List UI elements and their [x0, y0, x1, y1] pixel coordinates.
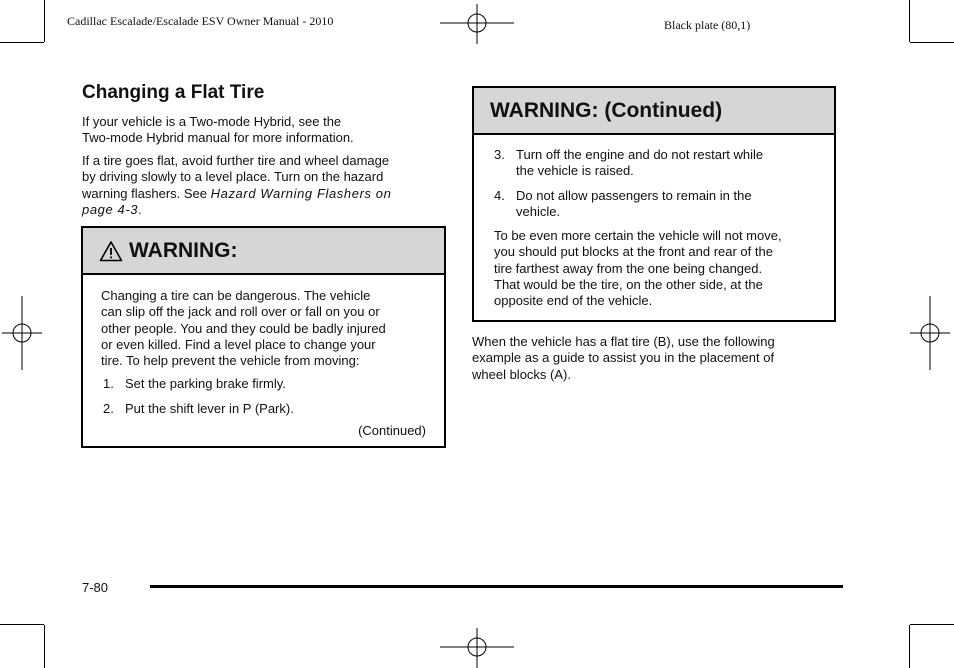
- text-line: wheel blocks (A).: [472, 366, 571, 382]
- warning-box: [81, 226, 446, 448]
- registration-mark-icon: [440, 628, 514, 668]
- text-line: Changing a tire can be dangerous. The vehicle: [101, 288, 371, 303]
- warning-title: WARNING:: [129, 238, 238, 262]
- text-line: tire. To help prevent the vehicle from moving:: [101, 353, 360, 369]
- page-number: 7-80: [82, 580, 109, 595]
- section-heading: Changing a Flat Tire: [82, 82, 265, 103]
- list-text: [516, 147, 763, 180]
- crop-mark: [910, 624, 954, 625]
- text-line: other people. You and they could be badly injured: [101, 320, 386, 336]
- text-line: you should put blocks at the front and rear of the: [494, 244, 773, 260]
- list-number: 1.: [103, 376, 114, 392]
- text-line: opposite end of the vehicle.: [494, 293, 653, 309]
- text-line: That would be the tire, on the other side, at the: [494, 277, 763, 293]
- text-line: To be even more certain the vehicle will not move,: [494, 228, 782, 244]
- text-line: vehicle.: [516, 203, 561, 219]
- text-line: example as a guide to assist you in the placement of: [472, 350, 775, 366]
- list-item: [494, 188, 834, 221]
- crop-mark: [44, 625, 45, 668]
- registration-mark-icon: [440, 4, 514, 44]
- text-line: [82, 202, 391, 218]
- plate-label: Black plate (80,1): [664, 18, 751, 32]
- warning-continued-box: [472, 86, 836, 322]
- crop-mark: [44, 0, 45, 42]
- text-line: Two-mode Hybrid manual for more information.: [82, 130, 354, 146]
- list-number: 2.: [103, 400, 114, 416]
- wheel-block-paragraph: [472, 334, 775, 383]
- continued-label: (Continued): [358, 423, 426, 439]
- warning-header: [83, 228, 444, 275]
- text-line: by driving slowly to a level place. Turn on the hazard: [82, 169, 384, 185]
- crop-mark: [909, 625, 910, 668]
- list-item: [494, 147, 834, 180]
- list-number: 4.: [494, 187, 505, 203]
- text-line: If your vehicle is a Two-mode Hybrid, see the: [82, 114, 342, 129]
- list-item: [101, 401, 444, 417]
- flat-tire-paragraph: [82, 153, 391, 218]
- hybrid-note: [82, 114, 354, 147]
- footer-rule: [150, 585, 843, 588]
- text-span: warning flashers. See: [82, 185, 208, 201]
- list-item: [101, 376, 444, 392]
- crop-mark: [910, 42, 954, 43]
- list-number: 3.: [494, 147, 505, 162]
- text-line: Do not allow passengers to remain in the: [516, 187, 752, 203]
- manual-title: Cadillac Escalade/Escalade ESV Owner Manual - 2010: [67, 14, 334, 28]
- crop-mark: [909, 0, 910, 42]
- cross-reference-link[interactable]: Hazard Warning Flashers on: [210, 185, 392, 201]
- text-line: can slip off the jack and roll over or fall on you or: [101, 304, 380, 320]
- cross-reference-page[interactable]: page 4-3: [82, 201, 139, 217]
- text-line: the vehicle is raised.: [516, 163, 634, 179]
- text-line: or even killed. Find a level place to change your: [101, 336, 376, 352]
- list-text: Put the shift lever in P (Park).: [125, 400, 294, 416]
- text-line: tire farthest away from the one being changed.: [494, 260, 763, 276]
- list-text: Set the parking brake firmly.: [125, 376, 286, 392]
- crop-mark: [0, 624, 44, 625]
- list-text: [516, 188, 752, 221]
- warning-title: WARNING: (Continued): [490, 98, 723, 122]
- text-line: Turn off the engine and do not restart while: [516, 147, 764, 162]
- text-line: If a tire goes flat, avoid further tire and wheel damage: [82, 153, 390, 168]
- warning-body: [83, 275, 444, 439]
- crop-mark: [0, 42, 44, 43]
- warning-triangle-icon: [99, 240, 123, 262]
- text-span: .: [138, 201, 142, 217]
- text-line: When the vehicle has a flat tire (B), use the following: [472, 334, 775, 349]
- registration-mark-icon: [910, 296, 950, 370]
- warning-header: [474, 88, 834, 135]
- registration-mark-icon: [2, 296, 42, 370]
- warning-body: [474, 135, 834, 310]
- text-line: [82, 186, 391, 202]
- warning-paragraph: [494, 228, 834, 309]
